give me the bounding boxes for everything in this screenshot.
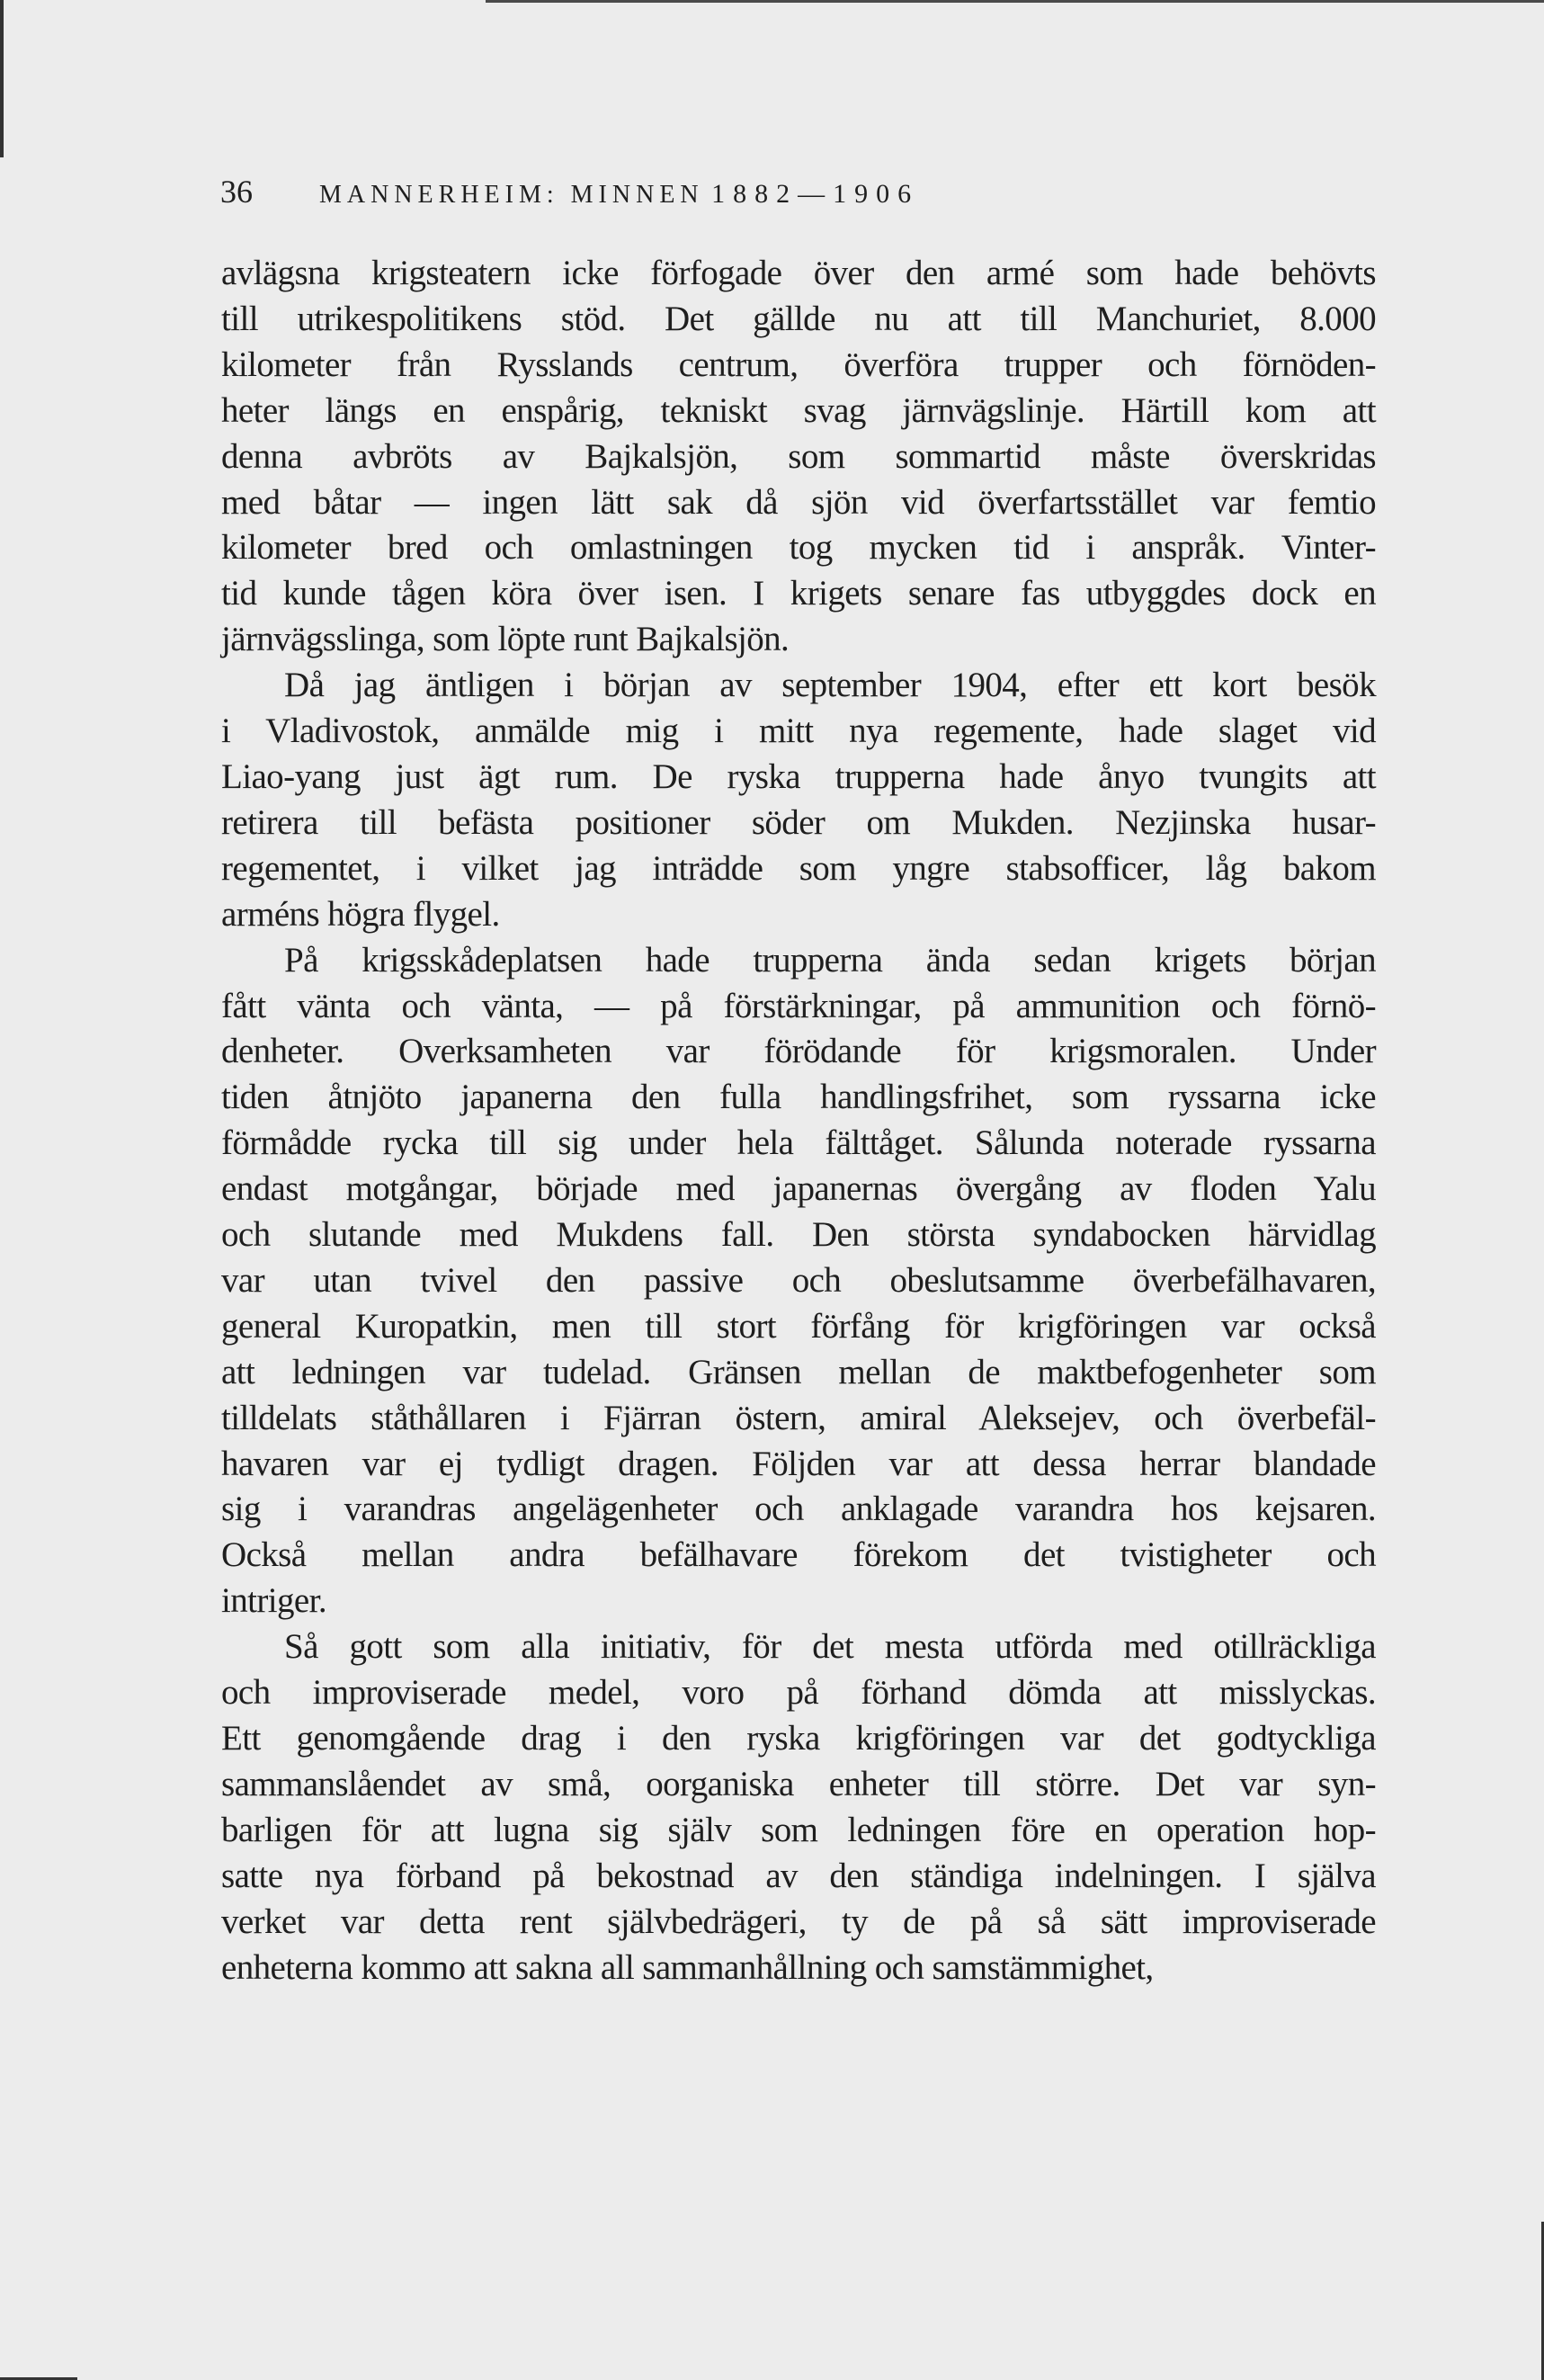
page-number: 36 bbox=[220, 174, 253, 210]
scan-edge-left bbox=[0, 0, 4, 157]
text-line: tid kunde tågen köra över isen. I krigets senare fas utbyggdes dock en bbox=[221, 574, 1376, 613]
text-line: På krigsskådeplatsen hade trupperna ända sedan krigets början bbox=[284, 940, 1376, 980]
text-line: denna avbröts av Bajkalsjön, som sommartid måste överskridas bbox=[221, 436, 1376, 476]
text-line: havaren var ej tydligt dragen. Följden var att dessa herrar blandade bbox=[221, 1444, 1376, 1483]
text-line: och slutande med Mukdens fall. Den största syndabocken härvidlag bbox=[221, 1215, 1376, 1255]
text-line: med båtar — ingen lätt sak då sjön vid överfartsstället var femtio bbox=[221, 482, 1376, 522]
running-head bbox=[220, 169, 1380, 218]
text-line: var utan tvivel den passive och obeslutsamme överbefälhavaren, bbox=[221, 1260, 1376, 1300]
text-line: arméns högra flygel. bbox=[221, 894, 500, 934]
text-line: och improviserade medel, voro på förhand dömda att misslyckas. bbox=[221, 1673, 1376, 1713]
text-line: sammanslåendet av små, oorganiska enheter till större. Det var syn- bbox=[221, 1764, 1376, 1803]
text-line: Då jag äntligen i början av september 1904, efter ett kort besök bbox=[284, 666, 1376, 705]
text-line: Ett genomgående drag i den ryska krigföringen var det godtyckliga bbox=[221, 1719, 1376, 1758]
body-text bbox=[221, 251, 1376, 1991]
paragraph bbox=[221, 938, 1376, 1625]
text-line: enheterna kommo att sakna all sammanhållning och samstämmighet, bbox=[221, 1947, 1154, 1987]
text-line: tilldelats ståthållaren i Fjärran östern, amiral Aleksejev, och överbefäl- bbox=[221, 1398, 1376, 1437]
text-line: barligen för att lugna sig själv som ledningen före en operation hop- bbox=[221, 1810, 1376, 1849]
text-line: tiden åtnjöto japanerna den fulla handlingsfrihet, som ryssarna icke bbox=[221, 1078, 1376, 1117]
text-line: verket var detta rent självbedrägeri, ty de på så sätt improviserade bbox=[221, 1901, 1376, 1941]
text-line: att ledningen var tudelad. Gränsen mellan de maktbefogenheter som bbox=[221, 1352, 1376, 1391]
text-line: avlägsna krigsteatern icke förfogade över den armé som hade behövts bbox=[221, 254, 1376, 292]
text-line: Så gott som alla initiativ, för det mesta utförda med otillräckliga bbox=[284, 1627, 1376, 1667]
text-line: kilometer bred och omlastningen tog mycken tid i anspråk. Vinter- bbox=[221, 528, 1376, 568]
text-line: endast motgångar, började med japanernas övergång av floden Yalu bbox=[221, 1169, 1376, 1209]
text-line: Också mellan andra befälhavare förekom det tvistigheter och bbox=[221, 1535, 1376, 1575]
running-years: 1882—1906 bbox=[711, 179, 920, 209]
text-line: förmådde rycka till sig under hela fälttåget. Sålunda noterade ryssarna bbox=[221, 1123, 1376, 1163]
text-line: regementet, i vilket jag inträdde som yngre stabsofficer, låg bakom bbox=[221, 848, 1376, 888]
text-line: järnvägsslinga, som löpte runt Bajkalsjön. bbox=[221, 620, 790, 659]
paragraph bbox=[221, 1624, 1376, 1991]
text-line: till utrikespolitikens stöd. Det gällde nu att till Manchuriet, 8.000 bbox=[221, 299, 1376, 338]
text-line: i Vladivostok, anmälde mig i mitt nya regemente, hade slaget vid bbox=[221, 711, 1376, 751]
paragraph bbox=[221, 663, 1376, 937]
text-line: general Kuropatkin, men till stort förfång för krigföringen var också bbox=[221, 1306, 1376, 1346]
text-line: sig i varandras angelägenheter och anklagade varandra hos kejsaren. bbox=[221, 1490, 1376, 1529]
text-line: fått vänta och vänta, — på förstärkningar, på ammunition och förnö- bbox=[221, 986, 1376, 1025]
text-line: intriger. bbox=[221, 1581, 326, 1621]
text-line: retirera till befästa positioner söder om Mukden. Nezjinska husar- bbox=[221, 802, 1376, 842]
running-title: MANNERHEIM: MINNEN bbox=[319, 181, 704, 209]
scan-edge-top bbox=[486, 0, 1544, 3]
text-line: kilometer från Rysslands centrum, överföra trupper och förnöden- bbox=[221, 344, 1376, 384]
text-line: heter längs en enspårig, tekniskt svag järnvägslinje. Härtill kom att bbox=[221, 390, 1376, 430]
text-line: satte nya förband på bekostnad av den ständiga indelningen. I själva bbox=[221, 1856, 1376, 1895]
paragraph bbox=[221, 251, 1376, 663]
text-line: Liao-yang just ägt rum. De ryska trupperna hade ånyo tvungits att bbox=[221, 756, 1376, 796]
text-line: denheter. Overksamheten var förödande för krigsmoralen. Under bbox=[221, 1032, 1376, 1071]
